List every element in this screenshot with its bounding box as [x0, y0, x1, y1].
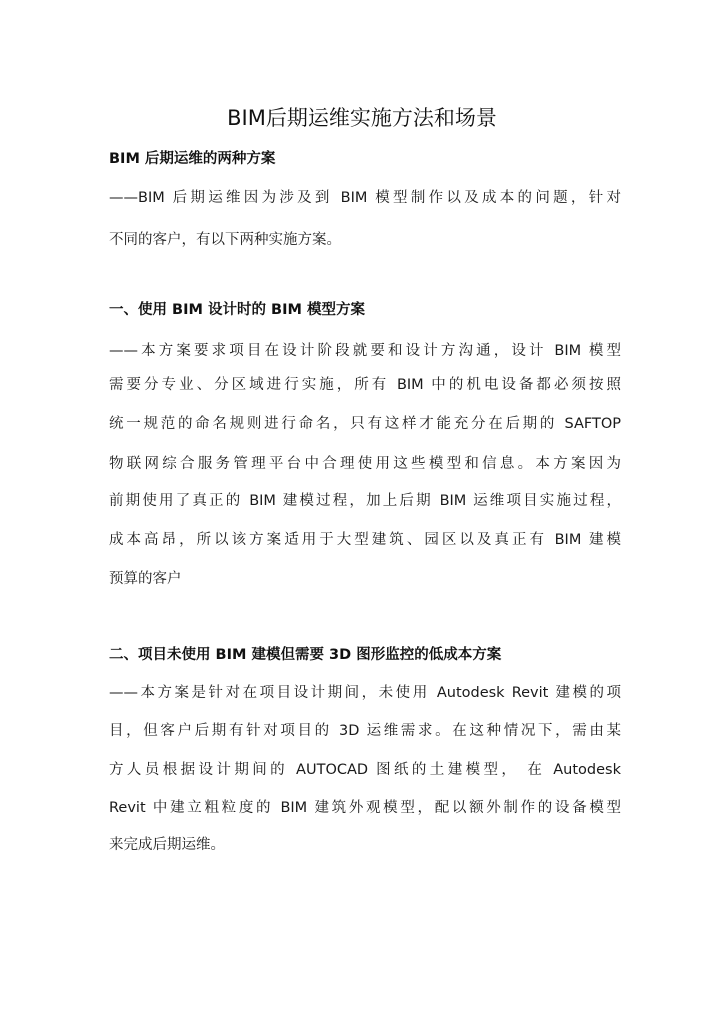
paragraph-line: ——本方案要求项目在设计阶段就要和设计方沟通，设计 BIM 模型 [109, 343, 621, 359]
paragraph-line: 来完成后期运维。 [109, 837, 225, 853]
section-heading-intro: BIM 后期运维的两种方案 [109, 151, 276, 167]
paragraph-line: 不同的客户，有以下两种实施方案。 [109, 232, 341, 248]
paragraph-line: 统一规范的命名规则进行命名，只有这样才能充分在后期的 SAFTOP [109, 416, 621, 432]
paragraph-line: 方人员根据设计期间的 AUTOCAD 图纸的土建模型， 在 Autodesk [109, 762, 621, 778]
paragraph-line: ——BIM 后期运维因为涉及到 BIM 模型制作以及成本的问题，针对 [109, 190, 621, 206]
paragraph-line: 目，但客户后期有针对项目的 3D 运维需求。在这种情况下，需由某 [109, 723, 621, 739]
paragraph-line: 需要分专业、分区域进行实施，所有 BIM 中的机电设备都必须按照 [109, 377, 621, 393]
paragraph-line: ——本方案是针对在项目设计期间，未使用 Autodesk Revit 建模的项 [109, 685, 621, 701]
section-heading-two: 二、项目未使用 BIM 建模但需要 3D 图形监控的低成本方案 [109, 647, 502, 663]
paragraph-line: 预算的客户 [109, 571, 182, 587]
paragraph-line: Revit 中建立粗粒度的 BIM 建筑外观模型，配以额外制作的设备模型 [109, 800, 621, 816]
section-heading-one: 一、使用 BIM 设计时的 BIM 模型方案 [109, 302, 365, 318]
document-title: BIM后期运维实施方法和场景 [227, 106, 497, 130]
paragraph-line: 前期使用了真正的 BIM 建模过程，加上后期 BIM 运维项目实施过程， [109, 493, 621, 509]
paragraph-line: 成本高昂，所以该方案适用于大型建筑、园区以及真正有 BIM 建模 [109, 532, 621, 548]
paragraph-line: 物联网综合服务管理平台中合理使用这些模型和信息。本方案因为 [109, 456, 621, 472]
